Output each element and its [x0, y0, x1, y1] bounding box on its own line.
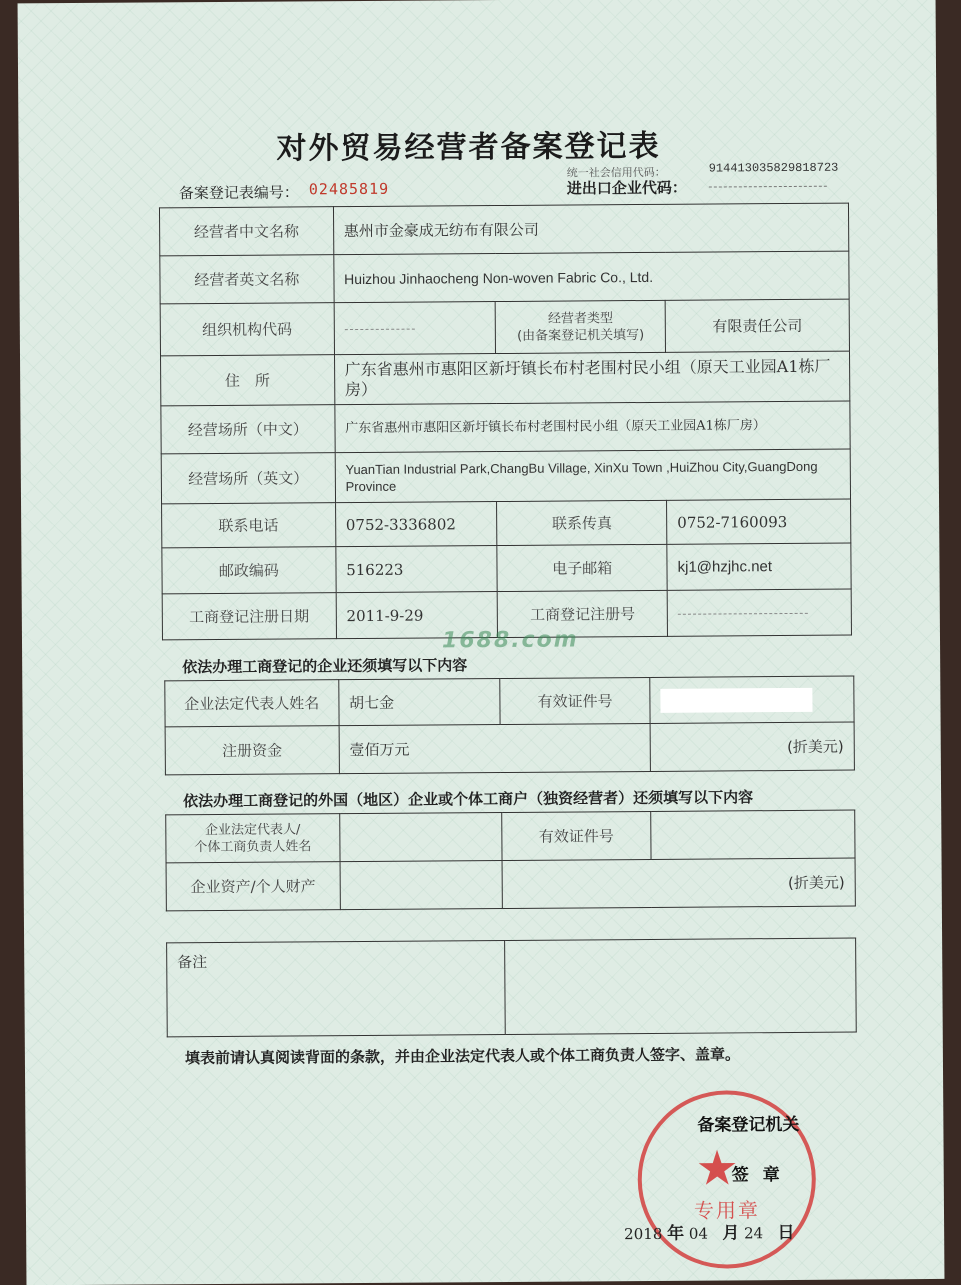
reg-date-label: 工商登记注册日期	[162, 593, 336, 640]
type-label-line1: 经营者类型	[547, 310, 614, 327]
assets-unit: (折美元)	[502, 858, 856, 908]
fax-label: 联系传真	[497, 500, 667, 545]
seal-star-icon: ★	[695, 1140, 739, 1197]
serial-label: 备案登记表编号：	[178, 183, 299, 203]
fax-value: 0752-7160093	[667, 499, 851, 544]
rep-label	[166, 814, 340, 863]
reg-date-value: 2011-9-29	[336, 592, 498, 639]
biz-place-cn-value: 广东省惠州市惠阳区新圩镇长布村老围村民小组（原天工业园A1栋厂房）	[335, 401, 851, 453]
main-info-table	[159, 203, 852, 641]
en-name-value: Huizhou Jinhaocheng Non-woven Fabric Co., Ltd.	[333, 251, 849, 303]
capital-value: 壹佰万元	[339, 723, 651, 773]
legal-rep-label: 企业法定代表人姓名	[165, 680, 339, 727]
registration-form-paper	[18, 0, 945, 1285]
remarks-label: 备注	[167, 940, 505, 1036]
assets-label: 企业资产/个人财产	[166, 862, 340, 911]
watermark-1688: 1688.com	[441, 627, 579, 654]
date-month-unit: 月	[722, 1223, 740, 1244]
cn-name-label: 经营者中文名称	[159, 207, 333, 256]
section2-title: 依法办理工商登记的外国（地区）企业或个体工商户（独资经营者）还须填写以下内容	[183, 788, 754, 811]
id-number-value	[650, 676, 854, 723]
assets-value	[340, 861, 502, 910]
date-day-unit: 日	[777, 1222, 795, 1244]
biz-place-en-value: YuanTian Industrial Park,ChangBu Village, XinXu Town ,HuiZhou City,GuangDong Province	[335, 449, 851, 503]
reg-no-value	[667, 589, 851, 636]
email-value: kj1@hzjhc.net	[667, 543, 851, 590]
date-year-unit: 年	[667, 1223, 685, 1244]
capital-label: 注册资金	[165, 726, 339, 775]
phone-value: 0752-3336802	[335, 502, 497, 547]
credit-code-label: 统一社会信用代码：	[566, 165, 666, 180]
section1-table	[164, 676, 855, 776]
capital-unit: (折美元)	[650, 722, 854, 771]
serial-number: 02485819	[308, 179, 390, 199]
credit-code-value: 914413035829818723	[708, 160, 839, 176]
sign-date	[624, 1218, 795, 1244]
biz-place-en-label: 经营场所（英文）	[161, 453, 335, 504]
type-label	[496, 300, 666, 353]
date-month: 04	[688, 1224, 709, 1243]
reg-no-label: 工商登记注册号	[498, 590, 668, 637]
remarks-value	[504, 938, 856, 1034]
type-label-line2: (由备案登记机关填写)	[517, 327, 645, 344]
sign-seal-label: 签章	[731, 1164, 794, 1186]
postcode-value: 516223	[336, 546, 498, 593]
date-day: 24	[744, 1224, 764, 1243]
rep-label-line1: 企业法定代表人/	[204, 821, 301, 838]
biz-place-cn-label: 经营场所（中文）	[161, 405, 335, 454]
address-value: 广东省惠州市惠阳区新圩镇长布村老围村民小组（原天工业园A1栋厂房）	[334, 351, 850, 405]
id-number-label: 有效证件号	[500, 677, 650, 724]
en-name-label: 经营者英文名称	[160, 255, 334, 304]
date-year: 2018	[624, 1224, 663, 1244]
form-title: 对外贸易经营者备案登记表	[276, 128, 661, 167]
remarks-table	[166, 938, 857, 1038]
section2-id-value	[651, 810, 855, 859]
seal-text: 专用章	[693, 1198, 761, 1223]
section2-table	[165, 810, 856, 912]
legal-rep-value: 胡七金	[338, 679, 500, 726]
redacted-block	[660, 687, 812, 712]
section2-id-label: 有效证件号	[501, 811, 651, 860]
org-code-value	[334, 302, 496, 355]
section1-title: 依法办理工商登记的企业还须填写以下内容	[182, 656, 468, 677]
cn-name-value: 惠州市金豪成无纺布有限公司	[333, 203, 849, 255]
ie-code-blank	[709, 186, 827, 188]
phone-label: 联系电话	[162, 503, 336, 548]
postcode-label: 邮政编码	[162, 547, 336, 594]
type-value: 有限责任公司	[665, 299, 849, 352]
address-label: 住 所	[161, 355, 335, 406]
ie-code-label: 进出口企业代码：	[566, 178, 687, 198]
notice-text: 填表前请认真阅读背面的条款，并由企业法定代表人或个体工商负责人签字、盖章。	[184, 1045, 740, 1068]
org-code-label: 组织机构代码	[160, 303, 334, 356]
email-label: 电子邮箱	[497, 544, 667, 591]
rep-label-line2: 个体工商负责人姓名	[194, 838, 312, 855]
rep-value	[339, 813, 501, 862]
registration-authority-label: 备案登记机关	[697, 1114, 800, 1136]
